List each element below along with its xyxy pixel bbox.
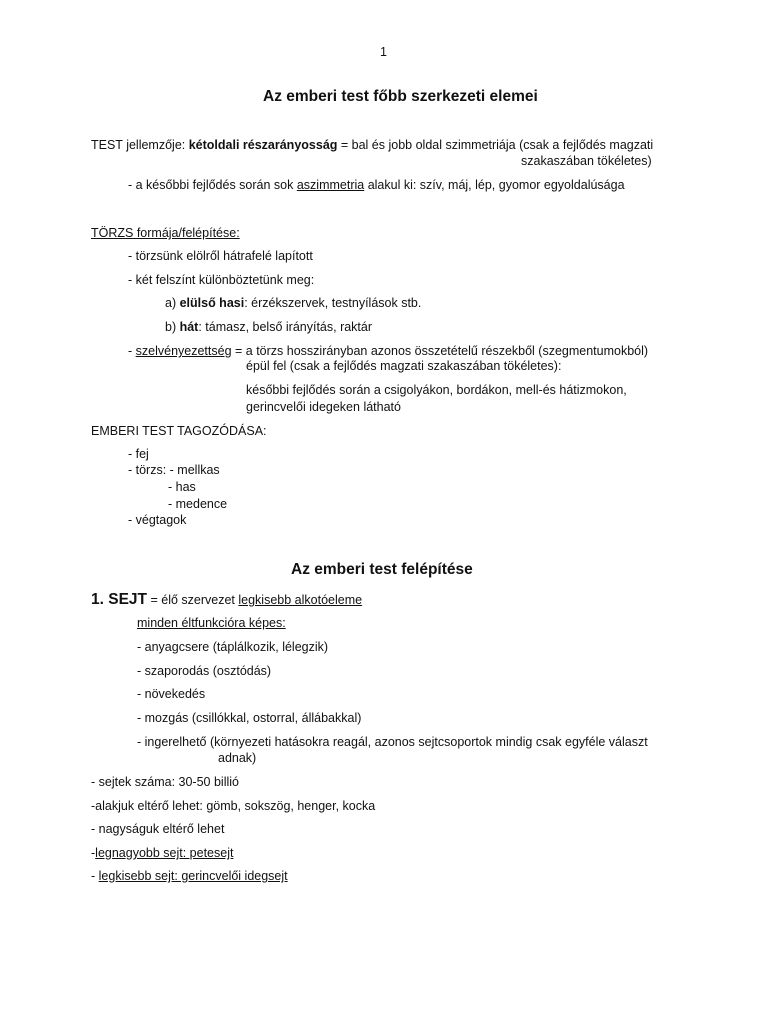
item-a-rest: : érzékszervek, testnyílások stb. bbox=[244, 296, 422, 310]
asymmetry-line bbox=[128, 178, 625, 193]
sejt-definition bbox=[91, 590, 362, 610]
torzs-item-1: - törzsünk elölről hátrafelé lapított bbox=[128, 249, 313, 263]
sejt-function-5b: adnak) bbox=[218, 751, 257, 765]
sejt-note-5 bbox=[91, 869, 288, 884]
segmentation-line-4: gerincvelői idegeken látható bbox=[246, 400, 401, 414]
note-4-prefix: - bbox=[91, 846, 96, 860]
sejt-function-4: - mozgás (csillókkal, ostorral, állábakkal) bbox=[137, 711, 362, 725]
item-b-rest: : támasz, belső irányítás, raktár bbox=[198, 320, 373, 334]
tagozodas-medence: - medence bbox=[168, 497, 228, 511]
item-a-term: elülső hasi bbox=[179, 296, 245, 310]
note-5-term: legkisebb sejt: gerincvelői idegsejt bbox=[98, 869, 288, 883]
page-number: 1 bbox=[380, 45, 387, 59]
document-title: Az emberi test főbb szerkezeti elemei bbox=[263, 88, 538, 105]
torzs-item-b bbox=[165, 320, 372, 335]
item-a-prefix: a) bbox=[165, 296, 180, 310]
asymmetry-rest: alakul ki: szív, máj, lép, gyomor egyoldalúsága bbox=[364, 178, 625, 192]
item-b-term: hát bbox=[179, 320, 199, 334]
torzs-item-2: - két felszínt különböztetünk meg: bbox=[128, 273, 315, 287]
segmentation-prefix: - bbox=[128, 344, 136, 358]
section-title: Az emberi test felépítése bbox=[291, 561, 473, 578]
tagozodas-fej: - fej bbox=[128, 447, 149, 461]
sejt-function-2: - szaporodás (osztódás) bbox=[137, 664, 272, 678]
tagozodas-vegtagok: - végtagok bbox=[128, 513, 187, 527]
test-continuation: szakaszában tökéletes) bbox=[521, 154, 652, 168]
item-b-prefix: b) bbox=[165, 320, 180, 334]
test-characteristic bbox=[91, 138, 653, 153]
tagozodas-has: - has bbox=[168, 480, 196, 494]
torzs-item-a bbox=[165, 296, 421, 311]
sejt-function-5: - ingerelhető (környezeti hatásokra reagál, azonos sejtcsoportok mindig csak egyféle választ bbox=[137, 735, 648, 749]
segmentation-line-2: épül fel (csak a fejlődés magzati szakaszában tökéletes): bbox=[246, 359, 562, 373]
sejt-function-1: - anyagcsere (táplálkozik, lélegzik) bbox=[137, 640, 329, 654]
test-term: kétoldali részarányosság bbox=[188, 138, 338, 152]
sejt-note-2: -alakjuk eltérő lehet: gömb, sokszög, henger, kocka bbox=[91, 799, 376, 813]
segmentation-line bbox=[128, 344, 648, 359]
tagozodas-heading: EMBERI TEST TAGOZÓDÁSA: bbox=[91, 424, 267, 438]
segmentation-rest: = a törzs hosszirányban azonos összetételű részekből (szegmentumokból) bbox=[231, 344, 649, 358]
tagozodas-torzs: - törzs: - mellkas bbox=[128, 463, 220, 477]
sejt-eq: = élő szervezet bbox=[147, 593, 239, 607]
test-rest: = bal és jobb oldal szimmetriája (csak a fejlődés magzati bbox=[337, 138, 654, 152]
sejt-note-4 bbox=[91, 846, 233, 861]
sejt-function-3: - növekedés bbox=[137, 687, 206, 701]
segmentation-term: szelvényezettség bbox=[135, 344, 232, 358]
torzs-heading: TÖRZS formája/felépítése: bbox=[91, 226, 240, 240]
sejt-number: 1. SEJT bbox=[91, 591, 147, 608]
sejt-term: legkisebb alkotóeleme bbox=[238, 593, 363, 607]
segmentation-line-3: későbbi fejlődés során a csigolyákon, bordákon, mell-és hátizmokon, bbox=[246, 383, 627, 397]
test-prefix: TEST jellemzője: bbox=[91, 138, 189, 152]
note-5-prefix: - bbox=[91, 869, 99, 883]
asymmetry-term: aszimmetria bbox=[296, 178, 365, 192]
note-4-term: legnagyobb sejt: petesejt bbox=[95, 846, 234, 860]
sejt-capable: minden éltfunkcióra képes: bbox=[137, 616, 286, 630]
sejt-note-1: - sejtek száma: 30-50 billió bbox=[91, 775, 239, 789]
sejt-note-3: - nagyságuk eltérő lehet bbox=[91, 822, 225, 836]
asymmetry-prefix: - a későbbi fejlődés során sok bbox=[128, 178, 297, 192]
